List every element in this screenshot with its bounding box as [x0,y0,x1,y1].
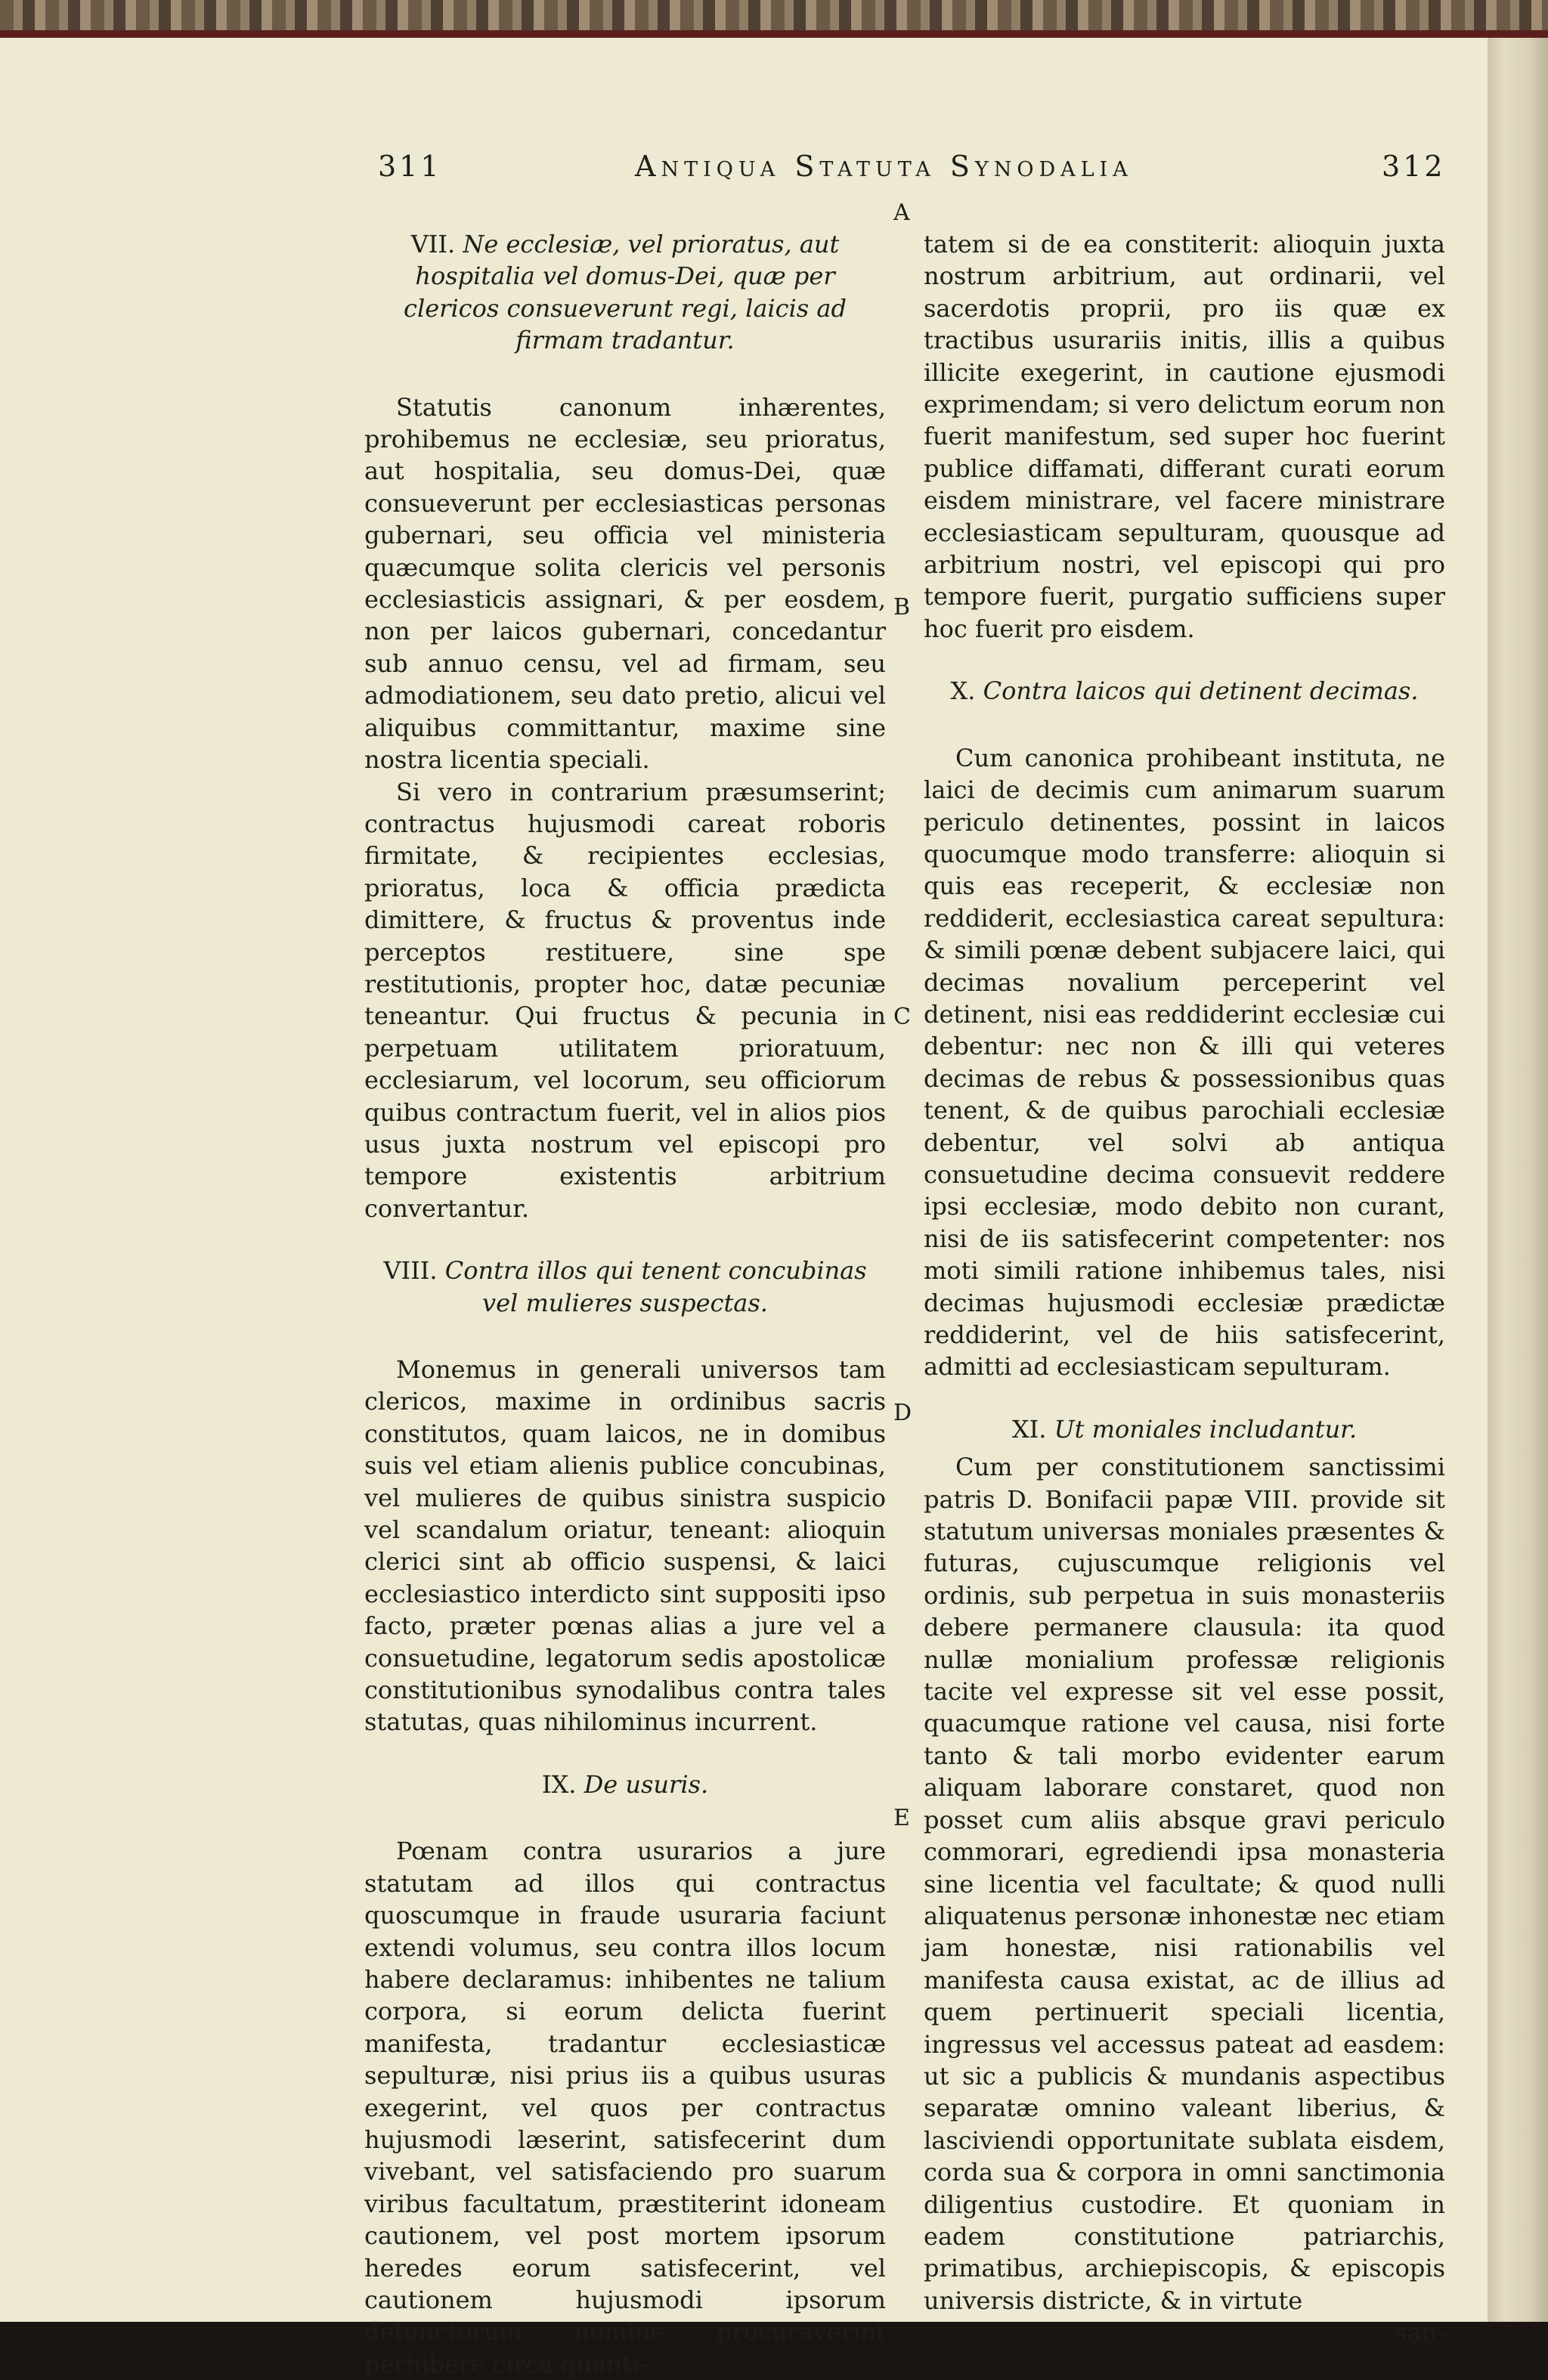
section-heading-viii [364,1255,886,1319]
catchword: san- [1395,2318,1445,2348]
section-heading-vii [364,228,886,357]
margin-marker-d: D [893,1400,912,1426]
book-page [0,38,1488,2378]
section-title: De usuris. [584,1769,709,1799]
section-title: Contra laicos qui detinent decimas. [983,676,1419,706]
section-heading-ix [364,1769,886,1800]
paragraph: Statutis canonum inhærentes, prohibemus ne ecclesiæ, seu prioratus, aut hospitalia, seu domus-Dei, quæ consueverunt per ecclesiasticas personas gubernari, seu officia vel ministeria quæcumque solita clericis vel personis ecclesiasticis assignari, & per eosdem, non per laicos gubernari, concedantur sub annuo censu, vel ad firmam, seu admodiationem, seu dato pretio, alicui vel aliquibus committantur, maxime sine nostra licentia speciali. [364,392,886,775]
section-title: Ut moniales includantur. [1054,1414,1358,1444]
paragraph: tatem si de ea constiterit: alioquin juxta nostrum arbitrium, aut ordinarii, vel sacerdotis proprii, pro iis quæ ex tractibus usurariis initis, illis a quibus illicite exegerint, in cautione ejusmodi exprimendam; si vero delictum eorum non fuerit manifestum, sed super hoc fuerint publice diffamati, differant curati eorum eisdem ministrare, vel facere ministrare ecclesiasticam sepulturam, quousque ad arbitrium nostri, vel episcopi qui pro tempore fuerit, purgatio sufficiens super hoc fuerit pro eisdem. [924,230,1445,643]
right-column [924,228,1445,2349]
section-title: Contra illos qui tenent concubinas vel mulieres suspectas. [444,1256,867,1317]
section-number: XI. [1011,1414,1047,1444]
section-heading-xi [924,1413,1445,1445]
section-title: Ne ecclesiæ, vel prioratus, aut hospitalia vel domus-Dei, quæ per clericos consueverunt regi, laicis ad firmam tradantur. [404,230,847,355]
facing-page-edge [1488,38,1548,2322]
running-title: Antiqua Statuta Synodalia [635,150,1133,183]
section-number: IX. [541,1769,577,1799]
margin-marker-a: A [893,200,910,226]
section-number: VIII. [383,1256,438,1286]
right-page-number: 312 [1382,150,1446,183]
left-page-number: 311 [378,150,442,183]
background-fabric-strip [0,0,1548,39]
margin-marker-c: C [893,1004,911,1030]
margin-marker-b: B [893,594,911,621]
section-number: VII. [410,230,456,258]
section-number: X. [950,676,976,706]
left-column [364,228,886,2380]
paragraph: Cum per constitutionem sanctissimi patris D. Bonifacii papæ VIII. provide sit statutum universas moniales præsentes & futuras, cujuscumque religionis vel ordinis, sub perpetua in suis monasteriis debere permanere clausula: ita quod nullæ monialium professæ religionis tacite vel expresse sit vel esse possit, quacumque ratione vel causa, nisi forte tanto & tali morbo evidenter earum aliquam laborare constaret, quod non posset cum aliis absque gravi periculo commorari, egrediendi ipsa monasteria sine licentia vel facultate; & quod nulli aliquatenus personæ inhonestæ nec etiam jam honestæ, nisi rationabilis vel manifesta causa existat, ac de illius ad quem pertinuerit speciali licentia, ingressus vel accessus pateat ad easdem: ut sic a publicis & mundanis aspectibus separatæ omnino valeant liberius, & lasciviendi opportunitate sublata eisdem, corda sua & corpora in omni sanctimonia diligentius custodire. Et quoniam in eadem constitutione patriarchis, primatibus, archiepiscopis, & episcopis universis districte, & in virtute [924,1453,1445,2315]
paragraph: Monemus in generali universos tam clericos, maxime in ordinibus sacris constitutos, quam laicos, ne in domibus suis vel etiam alienis publice concubinas, vel mulieres de quibus sinistra suspicio vel scandalum oriatur, teneant: alioquin clerici sint ab officio suspensi, & laici ecclesiastico interdicto sint suppositi ipso facto, præter pœnas alias a jure vel a consuetudine, legatorum sedis apostolicæ constitutionibus synodalibus contra tales statutas, quas nihilominus incurrent. [364,1355,886,1737]
paragraph: Si vero in contrarium præsumserint; contractus hujusmodi careat roboris firmitate, & recipientes ecclesias, prioratus, loca & officia prædicta dimittere, & fructus & proventus inde perceptos restituere, sine spe restitutionis, propter hoc, datæ pecuniæ teneantur. Qui fructus & pecunia in perpetuam utilitatem prioratuum, ecclesiarum, vel locorum, seu officiorum quibus contractum fuerit, vel in alios pios usus juxta nostrum vel episcopi pro tempore existentis arbitrium convertantur. [364,777,886,1223]
paragraph: Pœnam contra usurarios a jure statutam ad illos qui contractus quoscumque in fraude usuraria faciunt extendi volumus, seu contra illos locum habere declaramus: inhibentes ne talium corpora, si eorum delicta fuerint manifesta, tradantur ecclesiasticæ sepulturæ, nisi prius iis a quibus usuras exegerint, vel quos per contractus hujusmodi læserint, satisfecerint dum vivebant, vel satisfaciendo pro suarum viribus facultatum, præstiterint idoneam cautionem, vel post mortem ipsorum heredes eorum satisfecerint, vel cautionem hujusmodi ipsorum defunctorum nomine procuraverint perhibere circa quanti- [364,1837,886,2378]
paragraph: Cum canonica prohibeant instituta, ne laici de decimis cum animarum suarum periculo detinentes, possint in laicos quocumque modo transferre: alioquin si quis eas receperit, & ecclesiæ non reddiderit, ecclesiastica careat sepultura: & simili pœnæ debent subjacere laici, qui decimas novalium perceperint vel detinent, nisi eas reddiderint ecclesiæ cui debentur: nec non & illi qui veteres decimas de rebus & possessionibus quas tenent, & de quibus parochiali ecclesiæ debentur, vel solvi ab antiqua consuetudine decima consuevit reddere ipsi ecclesiæ, modo debito non curant, nisi de iis satisfecerint competenter: nos moti simili ratione inhibemus tales, nisi decimas hujusmodi ecclesiæ prædictæ reddiderint, vel de hiis satisfecerint, admitti ad ecclesiasticam sepulturam. [924,743,1445,1382]
margin-marker-e: E [893,1805,910,1831]
running-header [0,150,1488,195]
section-heading-x [924,675,1445,707]
